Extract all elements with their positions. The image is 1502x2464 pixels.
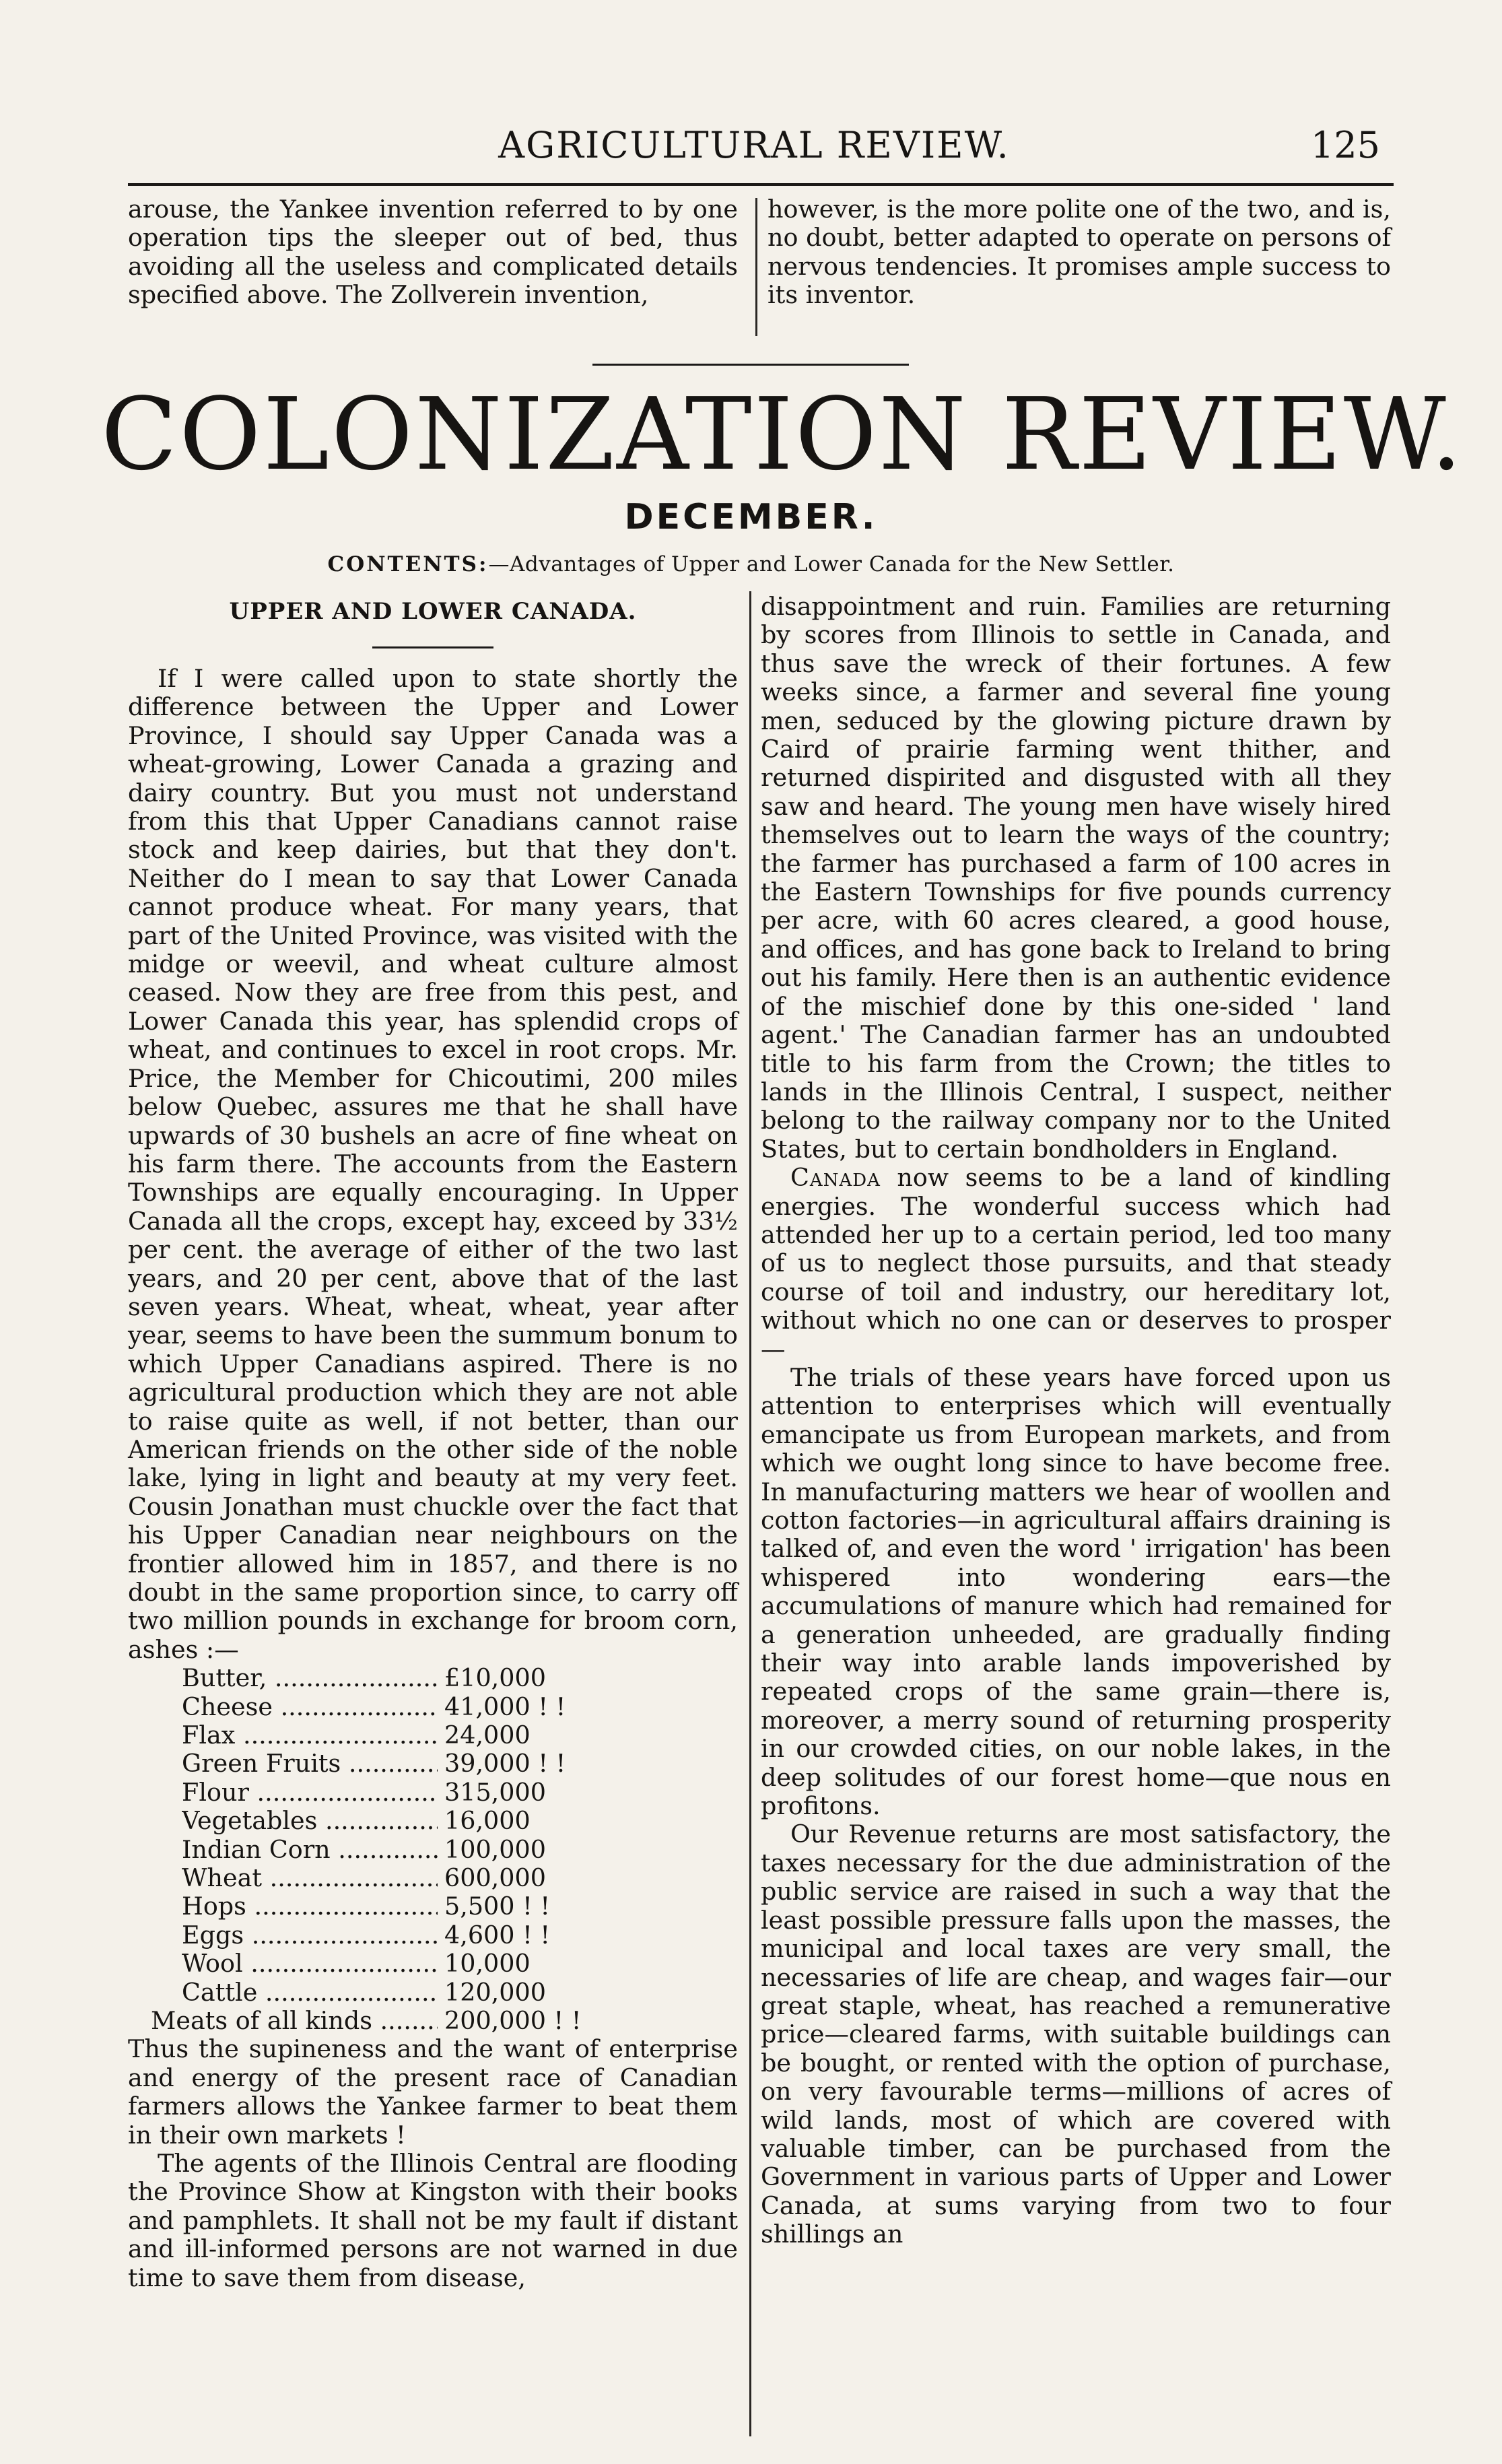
masthead-title: COLONIZATION REVIEW. [101,376,1464,492]
produce-value: 41,000 ! ! [444,1692,566,1721]
produce-item: Butter, ..... [182,1664,438,1692]
top-left-text: arouse, the Yankee invention referred to by one operation tips the sleeper out of bed, thus avoiding all the useless and complicated details specified above. The Zollverein invention, [128,195,738,310]
produce-row [182,1750,738,1778]
right-paragraph-2-text: now seems to be a land of kindling energies. The wonderful success which had attended her up to a certain period, led too many of us to neglect those pursuits, and that steady course of toil and industry, our hereditary lot, without which no one can or deserves to prosper— [761,1163,1391,1364]
produce-value: 24,000 [444,1721,531,1750]
top-continuation [128,195,1394,350]
produce-item: Green Fruits ..... [182,1750,438,1778]
running-title: AGRICULTURAL REVIEW. [498,124,1010,166]
right-paragraph-1: disappointment and ruin. Families are returning by scores from Illinois to settle in Canada, and thus save the wreck of their fortunes. A few weeks since, a farmer and several fine young men, seduced by the glowing picture drawn by Caird of prairie farming went thither, and returned dispirited and disgusted with all they saw and heard. The young men have wisely hired themselves out to learn the ways of the country; the farmer has purchased a farm of 100 acres in the Eastern Townships for five pounds currency per acre, with 60 acres cleared, a good house, and offices, and has gone back to Ireland to bring out his family. Here then is an authentic evidence of the mischief done by this one-sided ' land agent.' The Canadian farmer has an undoubted title to his farm from the Crown; the titles to lands in the Illinois Central, I suspect, neither belong to the railway company nor to the United States, but to certain bondholders in England. [761,592,1391,1164]
produce-row [182,1892,738,1921]
top-right-text: however, is the more polite one of the two, and is, no doubt, better adapted to operate on persons of nervous tendencies. It promises ample success to its inventor. [767,195,1391,310]
produce-value: £10,000 [444,1663,546,1693]
produce-row [182,1693,738,1721]
left-column [128,593,738,2292]
left-paragraph-2: Thus the supineness and the want of enterprise and energy of the present race of Canadian farmers allows the Yankee farmer to beat them in their own markets ! [128,2034,738,2150]
top-column-divider [755,198,757,336]
produce-item: Cattle ..... [182,1978,438,2007]
produce-item: Flax ..... [182,1721,438,1750]
issue-month: DECEMBER. [624,497,878,537]
header-rule [128,183,1394,186]
main-column-divider [749,591,751,2436]
produce-value: 10,000 [444,1949,531,1978]
produce-row [182,1778,738,1807]
produce-row [182,1864,738,1892]
produce-row [182,1921,738,1950]
produce-item: Meats of all kinds ..... [151,2007,438,2035]
produce-item: Cheese ..... [182,1693,438,1721]
produce-row [151,2007,738,2035]
produce-row [182,1836,738,1864]
right-paragraph-2 [761,1164,1391,1364]
produce-item: Vegetables ..... [182,1807,438,1835]
produce-item: Flour ..... [182,1778,438,1807]
produce-item: Wool ..... [182,1950,438,1978]
right-paragraph-4: Our Revenue returns are most satisfactory, the taxes necessary for the due administration of the public service are raised in such a way that the least possible pressure falls upon the masses, the municipal and local taxes are very small, the necessaries of life are cheap, and wages fair—our great staple, wheat, has reached a remunerative price—cleared farms, with suitable buildings can be bought, or rented with the option of purchase, on very favourable terms—millions of acres of wild lands, most of which are covered with valuable timber, can be purchased from the Government in various parts of Upper and Lower Canada, at sums varying from two to four shillings an [761,1820,1391,2249]
produce-value: 16,000 [444,1806,531,1836]
produce-item: Indian Corn ..... [182,1836,438,1864]
produce-value: 600,000 [444,1863,546,1892]
produce-value: 315,000 [444,1777,546,1807]
left-paragraph-3: The agents of the Illinois Central are flooding the Province Show at Kingston with their books and pamphlets. It shall not be my fault if distant and ill-informed persons are not warned in due time to save them from disease, [128,2148,738,2292]
produce-row [182,1807,738,1835]
produce-item: Hops ..... [182,1892,438,1921]
produce-row [182,1950,738,1978]
running-head [128,119,1380,172]
produce-item: Wheat ..... [182,1864,438,1892]
right-column [761,593,1391,2249]
produce-value: 39,000 ! ! [444,1749,566,1778]
produce-table [151,1663,738,2035]
contents-text: —Advantages of Upper and Lower Canada for the New Settler. [488,552,1175,576]
produce-row [182,1721,738,1750]
produce-value: 100,000 [444,1834,546,1864]
produce-value: 120,000 [444,1977,546,2007]
heading-rule [372,646,493,648]
produce-item: Eggs ..... [182,1921,438,1950]
article-heading: UPPER AND LOWER CANADA. [229,598,637,625]
left-paragraph-1: If I were called upon to state shortly the difference between the Upper and Lower Province, I should say Upper Canada was a wheat-growing, Lower Canada a grazing and dairy country. But you must not understand from this that Upper Canadians cannot raise stock and keep dairies, but that they don't. Neither do I mean to say that Lower Canada cannot produce wheat. For many years, that part of the United Province, was visited with the midge or weevil, and wheat culture almost ceased. Now they are free from this pest, and Lower Canada this year, has splendid crops of wheat, and continues to excel in root crops. Mr. Price, the Member for Chicoutimi, 200 miles below Quebec, assures me that he shall have upwards of 30 bushels an acre of fine wheat on his farm there. The accounts from the Eastern Townships are equally encouraging. In Upper Canada all the crops, except hay, exceed by 33½ per cent. the average of either of the two last years, and 20 per cent, above that of the last seven years. Wheat, wheat, wheat, year after year, seems to have been the summum bonum to which Upper Canadians aspired. There is no agricultural production which they are not able to raise quite as well, if not better, than our American friends on the other side of the noble lake, lying in light and beauty at my very feet. Cousin Jonathan must chuckle over the fact that his Upper Canadian near neighbours on the frontier allowed him in 1857, and there is no doubt in the same proportion since, to carry off two million pounds in exchange for broom corn, ashes :— [128,664,738,1664]
page-number: 125 [1310,124,1380,166]
produce-value: 200,000 ! ! [444,2005,582,2035]
produce-value: 5,500 ! ! [444,1892,551,1921]
right-paragraph-3: The trials of these years have forced upon us attention to enterprises which will eventually emancipate us from European markets, and from which we ought long since to have become free. In manufacturing matters we hear of woollen and cotton factories—in agricultural affairs draining is talked of, and even the word ' irrigation' has been whispered into wondering ears—the accumulations of manure which had remained for a generation unheeded, are gradually finding their way into arable lands impoverished by repeated crops of the same grain—there is, moreover, a merry sound of returning prosperity in our crowded cities, on our noble lakes, in the deep solitudes of our forest home—que nous en profitons. [761,1362,1391,1821]
masthead-rule [592,364,909,366]
produce-row [182,1978,738,2007]
contents-label: CONTENTS: [327,552,489,576]
canada-lead: Canada [790,1163,881,1193]
produce-value: 4,600 ! ! [444,1920,551,1950]
produce-row [182,1664,738,1692]
contents-line [0,552,1502,576]
